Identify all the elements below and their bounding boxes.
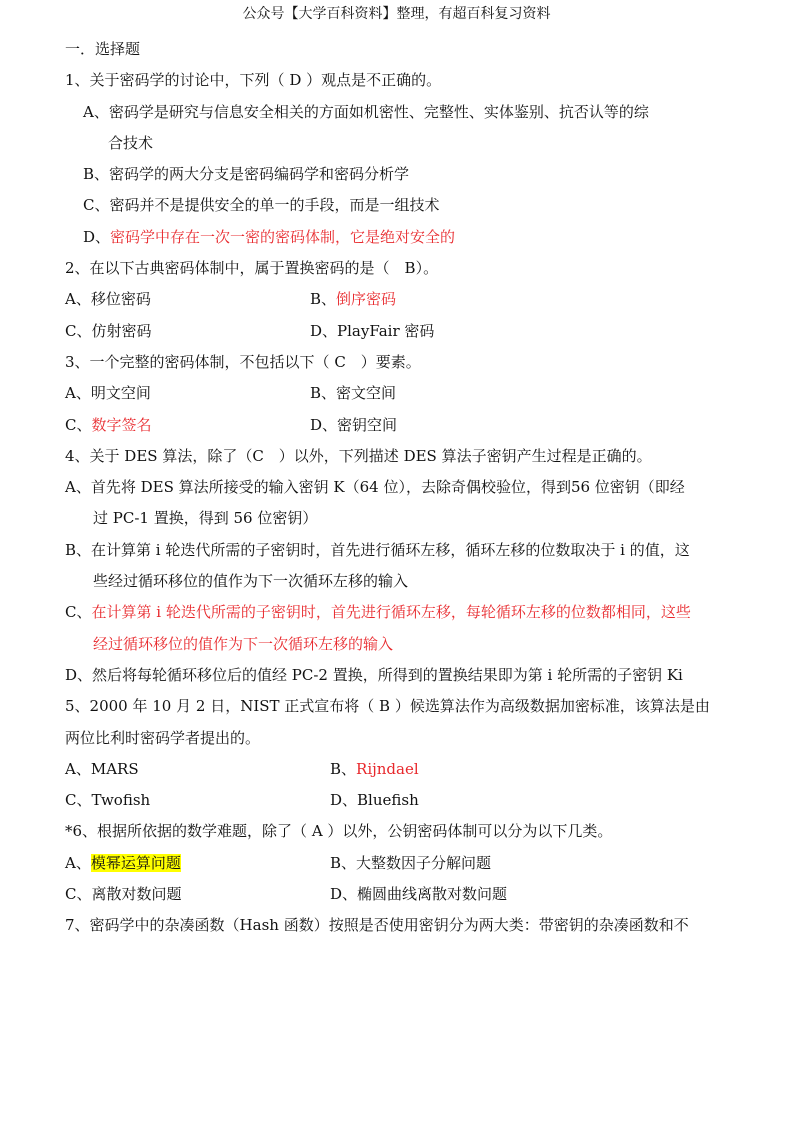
q4-option-a: A、首先将 DES 算法所接受的输入密钥 K（64 位），去除奇偶校验位，得到56 位密钥（即经 — [65, 478, 685, 497]
q1-option-a: A、密码学是研究与信息安全相关的方面如机密性、完整性、实体鉴别、抗否认等的综 — [83, 102, 649, 121]
option-label: C、 — [65, 603, 92, 622]
q4-option-c — [65, 597, 735, 628]
q3-option-d: D、密钥空间 — [310, 415, 398, 434]
q5-options-row1 — [65, 754, 735, 785]
q3-option-b: B、密文空间 — [310, 384, 397, 403]
q2-option-a: A、移位密码 — [65, 290, 151, 309]
q5-options-row2 — [65, 785, 735, 816]
q4-option-c-cont: 经过循环移位的值作为下一次循环左移的输入 — [93, 634, 394, 653]
option-label: B、 — [330, 759, 357, 778]
q6-options-row1 — [65, 848, 735, 879]
q4-option-d: D、然后将每轮循环移位后的值经 PC-2 置换，所得到的置换结果即为第 i 轮所需的子密钥 Ki — [65, 665, 683, 684]
q3-option-c — [65, 416, 152, 434]
option-label: A、 — [65, 853, 91, 872]
q3-option-a: A、明文空间 — [65, 384, 151, 403]
q2-option-d: D、PlayFair 密码 — [310, 321, 435, 340]
q4-option-b: B、在计算第 i 轮迭代所需的子密钥时，首先进行循环左移，循环左移的位数取决于 i 的值，这 — [65, 540, 690, 559]
answer-text: Rijndael — [356, 759, 419, 778]
answer-text: 数字签名 — [91, 415, 152, 434]
q3-options-row1 — [65, 378, 735, 409]
q5-stem-cont: 两位比利时密码学者提出的。 — [65, 728, 261, 747]
q5-option-a: A、MARS — [65, 759, 139, 778]
q6-option-c: C、离散对数问题 — [65, 885, 182, 904]
q5-option-d: D、Bluefish — [330, 791, 419, 810]
q5-option-c: C、Twofish — [65, 791, 151, 810]
q3-options-row2 — [65, 410, 735, 441]
q2-options-row1 — [65, 284, 735, 315]
q6-option-a — [65, 854, 181, 872]
q6-option-b: B、大整数因子分解问题 — [330, 853, 492, 872]
q4-option-a-cont: 过 PC-1 置换，得到 56 位密钥） — [93, 509, 318, 528]
q3-stem: 3、一个完整的密码体制，不包括以下（ C ）要素。 — [65, 352, 421, 371]
q1-stem: 1、关于密码学的讨论中，下列（ D ）观点是不正确的。 — [65, 71, 442, 90]
document-body — [65, 34, 735, 942]
q1-option-d — [65, 222, 735, 253]
q6-option-d: D、椭圆曲线离散对数问题 — [330, 885, 508, 904]
section-title: 一．选择题 — [65, 40, 141, 58]
q2-options-row2 — [65, 316, 735, 347]
q1-option-c: C、密码并不是提供安全的单一的手段，而是一组技术 — [83, 196, 440, 215]
q4-stem: 4、关于 DES 算法，除了（C ）以外，下列描述 DES 算法子密钥产生过程是正确的。 — [65, 446, 652, 465]
q5-stem: 5、2000 年 10 月 2 日，NIST 正式宣布将（ B ）候选算法作为高级数据加密标准，该算法是由 — [65, 697, 710, 716]
page-header: 公众号【大学百科资料】整理，有超百科复习资料 — [242, 6, 551, 22]
q4-option-b-cont: 些经过循环移位的值作为下一次循环左移的输入 — [93, 572, 409, 591]
q2-option-b — [310, 284, 396, 315]
option-label: C、 — [65, 415, 92, 434]
highlighted-answer: 模幂运算问题 — [90, 853, 181, 872]
q1-option-b: B、密码学的两大分支是密码编码学和密码分析学 — [83, 165, 410, 184]
q7-stem: 7、密码学中的杂凑函数（Hash 函数）按照是否使用密钥分为两大类：带密钥的杂凑函数和不 — [65, 916, 689, 935]
q1-option-a-cont: 合技术 — [108, 133, 154, 152]
q2-stem: 2、在以下古典密码体制中，属于置换密码的是（ B）。 — [65, 259, 439, 278]
q5-option-b — [330, 754, 419, 785]
option-label: D、 — [83, 227, 111, 246]
q2-option-c: C、仿射密码 — [65, 321, 152, 340]
option-label: B、 — [310, 290, 337, 309]
q6-options-row2 — [65, 879, 735, 910]
answer-text: 倒序密码 — [336, 290, 397, 309]
answer-text: 在计算第 i 轮迭代所需的子密钥时，首先进行循环左移，每轮循环左移的位数都相同，这些 — [91, 603, 691, 622]
q6-stem: *6、根据所依据的数学难题，除了（ A ）以外，公钥密码体制可以分为以下几类。 — [65, 822, 613, 841]
answer-text: 密码学中存在一次一密的密码体制，它是绝对安全的 — [110, 227, 456, 246]
